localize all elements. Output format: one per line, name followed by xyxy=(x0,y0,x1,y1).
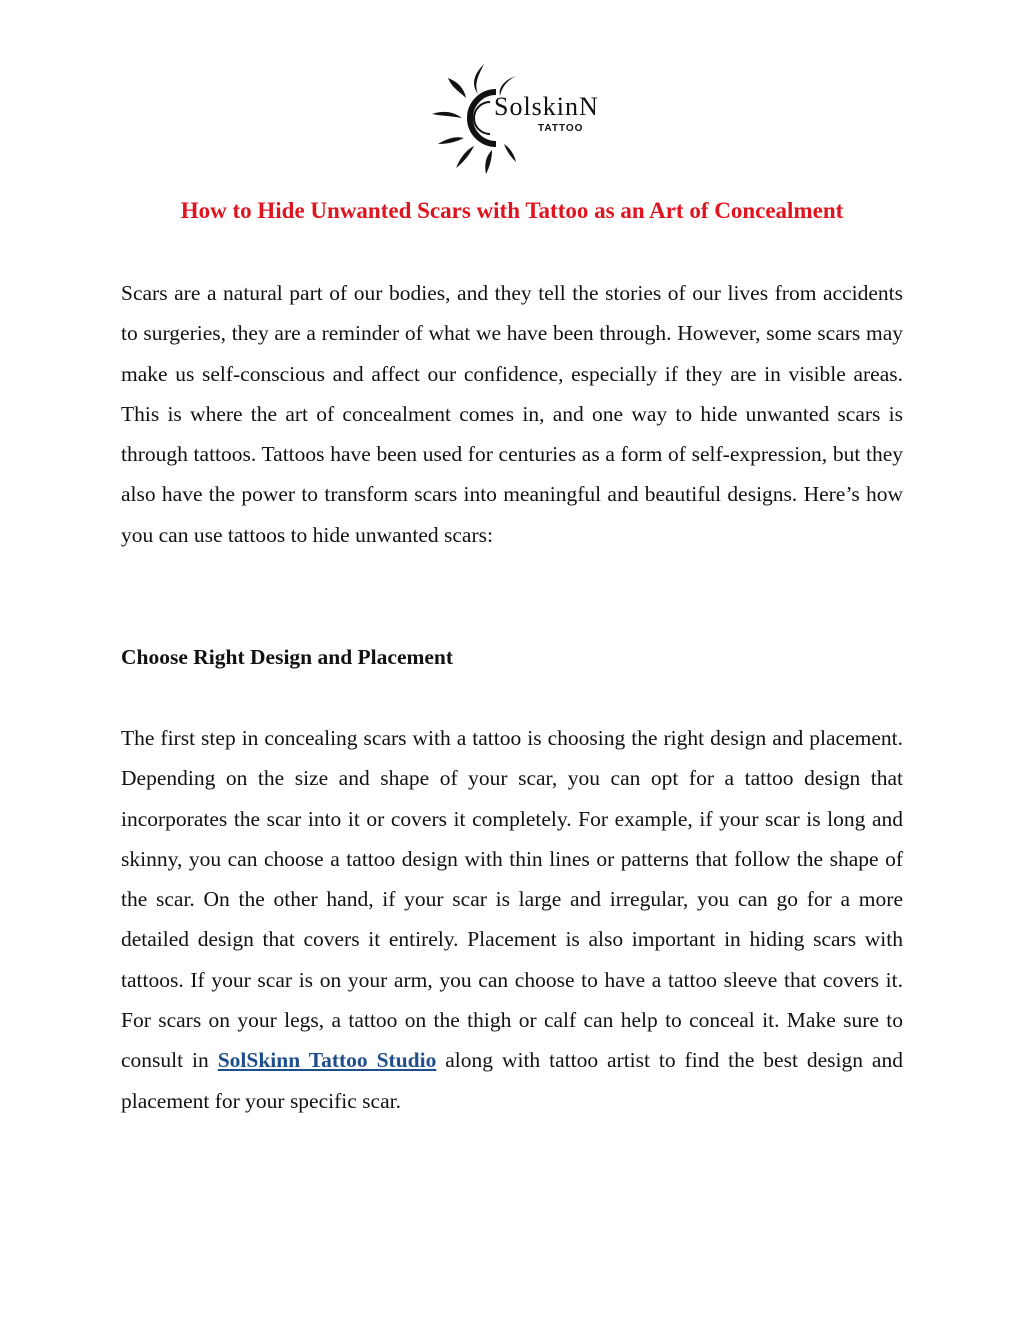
logo-name: SolskinN xyxy=(494,92,599,121)
section-text-before: The first step in concealing scars with a tattoo is choosing the right design and placement. Depending on the size and shape of your scar, you can opt for a tattoo design that incorporates the scar into it or covers it completely. For example, if your scar is long and skinny, you can choose a tattoo design with thin lines or patterns that follow the shape of the scar. On the other hand, if your scar is large and irregular, you can go for a more detailed design that covers it entirely. Placement is also important in hiding scars with tattoos. If your scar is on your arm, you can choose to have a tattoo sleeve that covers it. For scars on your legs, a tattoo on the thigh or calf can help to conceal it. Make sure to consult in xyxy=(121,726,903,1073)
section-paragraph xyxy=(121,718,903,1121)
section-heading: Choose Right Design and Placement xyxy=(121,645,454,669)
logo xyxy=(428,58,604,176)
intro-paragraph: Scars are a natural part of our bodies, and they tell the stories of our lives from accidents to surgeries, they are a reminder of what we have been through. However, some scars may make us self-conscious and affect our confidence, especially if they are in visible areas. This is where the art of concealment comes in, and one way to hide unwanted scars is through tattoos. Tattoos have been used for centuries as a form of self-expression, but they also have the power to transform scars into meaningful and beautiful designs. Here’s how you can use tattoos to hide unwanted scars: xyxy=(121,281,903,547)
logo-subtitle: TATTOO xyxy=(538,123,584,134)
studio-link[interactable]: SolSkinn Tattoo Studio xyxy=(217,1048,437,1073)
document-title: How to Hide Unwanted Scars with Tattoo as an Art of Concealment xyxy=(180,198,844,223)
section-text-after: along with tattoo artist to find the best design and placement for your specific scar. xyxy=(121,1048,903,1113)
